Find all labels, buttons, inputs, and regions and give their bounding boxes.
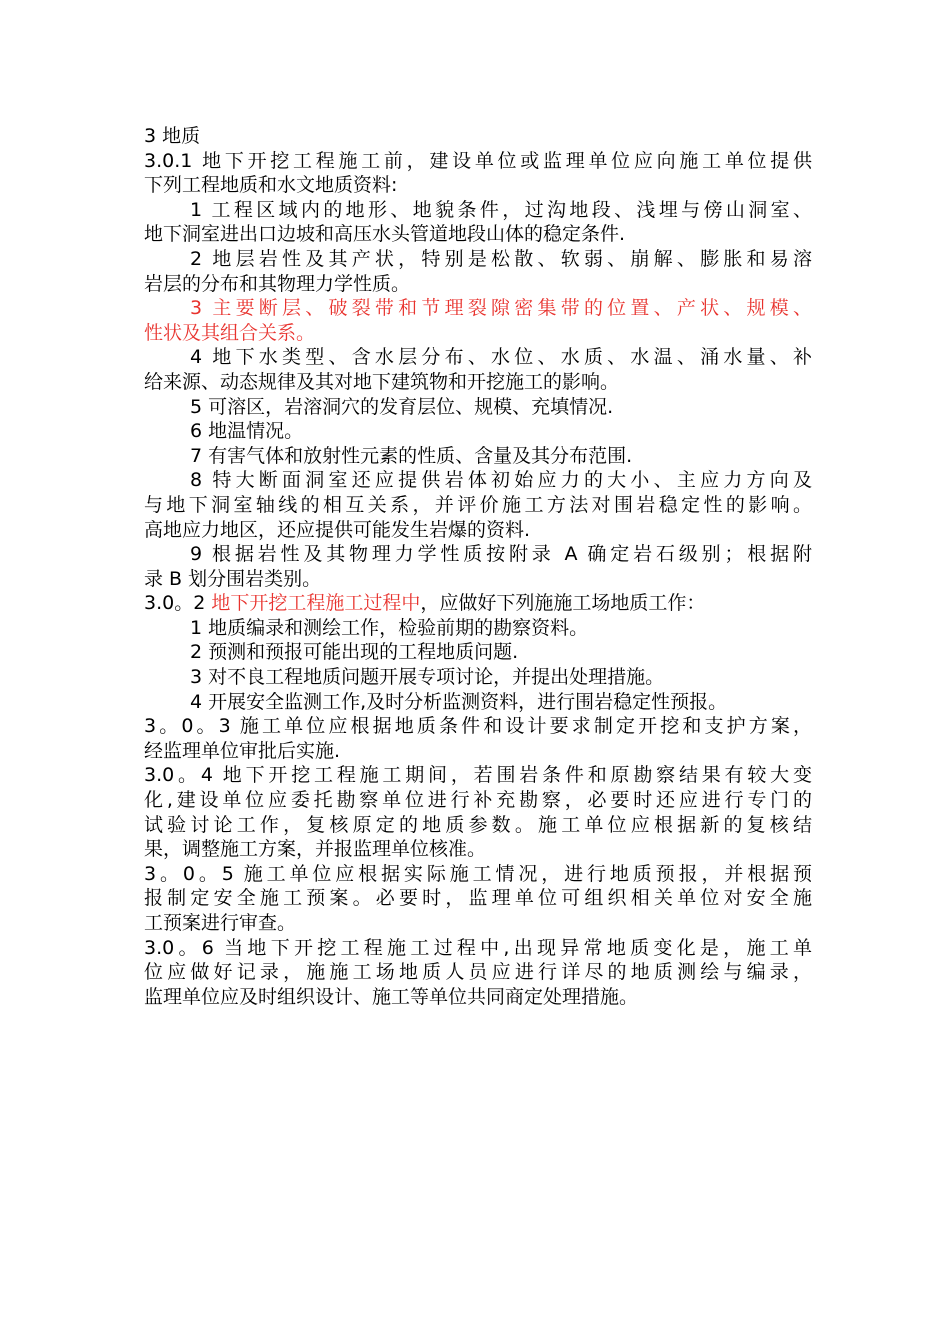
list-item-line: 3 主要断层、破裂带和节理裂隙密集带的位置、产状、规模、 xyxy=(190,297,812,320)
clause-heading-line xyxy=(144,591,812,616)
list-item-line: 5 可溶区，岩溶洞穴的发育层位、规模、充填情况. xyxy=(190,395,614,418)
clause-text-line: 化,建设单位应委托勘察单位进行补充勘察，必要时还应进行专门的 xyxy=(144,789,812,812)
list-item-line: 岩层的分布和其物理力学性质。 xyxy=(144,272,411,295)
list-item-line: 性状及其组合关系。 xyxy=(144,321,316,344)
list-item-line: 3 对不良工程地质问题开展专项讨论，并提出处理措施。 xyxy=(190,666,665,689)
clause-3-0-6 xyxy=(144,936,812,1010)
list-item-6 xyxy=(144,419,812,444)
list-item-line: 2 地层岩性及其产状，特别是松散、软弱、崩解、膨胀和易溶 xyxy=(190,247,812,270)
clause-3-0-3 xyxy=(144,714,812,763)
list-item-line: 2 预测和预报可能出现的工程地质问题. xyxy=(190,641,519,664)
clause-3-0-4 xyxy=(144,763,812,861)
clause-3-0-1 xyxy=(144,149,812,592)
list-item-line: 9 根据岩性及其物理力学性质按附录 A 确定岩石级别；根据附 xyxy=(190,543,812,566)
clause-text-line: 经监理单位审批后实施. xyxy=(144,739,341,762)
clause-text-line: 3.0.1 地下开挖工程施工前，建设单位或监理单位应向施工单位提供 xyxy=(144,149,812,172)
clause-text-line: 果，调整施工方案，并报监理单位核准。 xyxy=(144,838,487,861)
list-item-7 xyxy=(144,444,812,469)
highlighted-text: 地下开挖工程施工过程中 xyxy=(211,592,421,615)
list-item-line: 录 B 划分围岩类别。 xyxy=(144,567,322,590)
list-item-9 xyxy=(144,542,812,591)
document-page xyxy=(144,124,812,1009)
clause-text-line: 监理单位应及时组织设计、施工等单位共同商定处理措施。 xyxy=(144,985,639,1008)
list-item-line: 地下洞室进出口边坡和高压水头管道地段山体的稳定条件. xyxy=(144,223,626,246)
list-item-line: 7 有害气体和放射性元素的性质、含量及其分布范围. xyxy=(190,444,633,467)
list-item-line: 8 特大断面洞室还应提供岩体初始应力的大小、主应力方向及 xyxy=(190,469,812,492)
clause-text-line: 报制定安全施工预案。必要时，监理单位可组织相关单位对安全施 xyxy=(144,887,812,910)
clause-text-line: 下列工程地质和水文地质资料: xyxy=(144,174,398,197)
list-item-line: 高地应力地区，还应提供可能发生岩爆的资料. xyxy=(144,518,531,541)
list-item-line: 4 开展安全监测工作,及时分析监测资料，进行围岩稳定性预报。 xyxy=(190,690,728,713)
list-item-line: 1 地质编录和测绘工作，检验前期的勘察资料。 xyxy=(190,616,589,639)
clause-text-line: 位应做好记录，施施工场地质人员应进行详尽的地质测绘与编录， xyxy=(144,961,812,984)
list-item-5 xyxy=(144,395,812,420)
list-item-8 xyxy=(144,468,812,542)
clause-text-line: 试验讨论工作，复核原定的地质参数。施工单位应根据新的复核结 xyxy=(144,813,812,836)
list-item-line: 与地下洞室轴线的相互关系，并评价施工方法对围岩稳定性的影响。 xyxy=(144,493,812,516)
list-item-line: 1 工程区域内的地形、地貌条件，过沟地段、浅埋与傍山洞室、 xyxy=(190,198,812,221)
clause-text-line: 3.0。4 地下开挖工程施工期间，若围岩条件和原勘察结果有较大变 xyxy=(144,764,812,787)
clause-number: 3.0。2 xyxy=(144,592,212,615)
section-title: 3 地质 xyxy=(144,125,201,147)
list-item-line: 6 地温情况。 xyxy=(190,420,304,443)
clause-text: ，应做好下列施施工场地质工作： xyxy=(420,592,706,615)
list-item-2 xyxy=(144,247,812,296)
list-item-4 xyxy=(144,345,812,394)
clause-text-line: 工预案进行审查。 xyxy=(144,912,297,934)
clause-3-0-2 xyxy=(144,591,812,714)
clause-text-line: 3.0。6 当地下开挖工程施工过程中,出现异常地质变化是，施工单 xyxy=(144,936,812,959)
clause-3-0-5 xyxy=(144,862,812,936)
list-item-line: 给来源、动态规律及其对地下建筑物和开挖施工的影响。 xyxy=(144,370,620,393)
clause-text-line: 3。0。5 施工单位应根据实际施工情况，进行地质预报，并根据预 xyxy=(144,862,812,885)
list-item-1 xyxy=(144,198,812,247)
list-item-line: 4 地下水类型、含水层分布、水位、水质、水温、涌水量、补 xyxy=(190,346,812,369)
clause-text-line: 3。0。3 施工单位应根据地质条件和设计要求制定开挖和支护方案， xyxy=(144,715,812,738)
list-item-3-highlighted xyxy=(144,296,812,345)
